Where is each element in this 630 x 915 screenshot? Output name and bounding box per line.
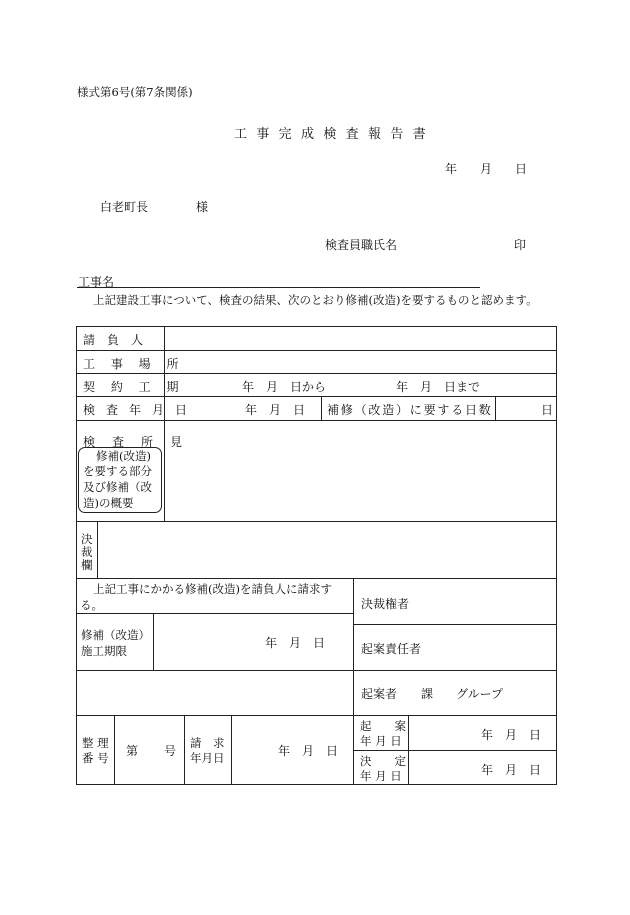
findings-sub-1: 修補(改造)	[96, 449, 151, 463]
inspection-date-label: 検 査 年 月 日	[83, 403, 191, 417]
request-text-1: 上記工事にかかる修補(改造)を請負人に請求す	[93, 582, 332, 596]
contract-period-label: 契 約 工 期	[83, 380, 185, 394]
project-name-underline	[77, 287, 480, 288]
draft-label-1: 起 案	[360, 719, 406, 733]
request-text-2: る。	[80, 598, 103, 612]
number-prefix: 第	[126, 744, 139, 758]
site-field[interactable]	[166, 352, 555, 372]
findings-sub-2: を要する部分	[83, 464, 152, 478]
period-to: 年 月 日まで	[396, 380, 481, 394]
findings-field[interactable]	[166, 422, 555, 520]
decision-field[interactable]	[99, 523, 555, 577]
seal-mark: 印	[514, 238, 527, 252]
draft-label-2: 年 月 日	[360, 734, 402, 748]
form-number: 様式第6号(第7条関係)	[77, 85, 193, 99]
decided-date-value: 年 月 日	[481, 763, 542, 777]
repair-days-unit: 日	[541, 403, 554, 417]
inspection-date-value: 年 月 日	[245, 403, 306, 417]
honorific: 様	[196, 200, 209, 214]
inspector-label: 検査員職氏名	[325, 238, 398, 252]
findings-label: 検 査 所 見	[83, 435, 189, 449]
contractor-label: 請 負 人	[83, 333, 144, 347]
date-year: 年	[445, 162, 458, 176]
authority-label: 決裁権者	[361, 597, 410, 611]
date-month: 月	[480, 162, 493, 176]
page-title: 工 事 完 成 検 査 報 告 書	[234, 127, 429, 142]
filing-label-2: 番 号	[82, 751, 109, 765]
filing-label-1: 整 理	[82, 736, 109, 750]
period-from: 年 月 日から	[242, 380, 327, 394]
decided-label-1: 決 定	[360, 754, 406, 768]
deadline-label-1: 修補（改造）	[81, 628, 150, 642]
project-name-label: 工事名	[78, 275, 115, 289]
responsible-label: 起案責任者	[361, 642, 422, 656]
decided-label-2: 年 月 日	[360, 769, 402, 783]
request-date-label-1: 請 求	[190, 736, 225, 750]
request-date-value: 年 月 日	[278, 744, 339, 758]
request-date-label-2: 年月日	[190, 751, 225, 765]
repair-days-label: 補修（改造）に要する日数	[327, 403, 493, 417]
site-label: 工 事 場 所	[83, 357, 185, 371]
draft-date-value: 年 月 日	[481, 728, 542, 742]
contractor-field[interactable]	[166, 328, 555, 349]
addressee: 白老町長	[100, 200, 149, 214]
decision-label-3: 欄	[81, 558, 93, 572]
deadline-label-2: 施工期限	[81, 644, 127, 658]
findings-sub-3: 及び修補（改	[83, 480, 152, 494]
decision-label-2: 裁	[81, 545, 93, 559]
section-label: 課	[421, 687, 434, 701]
number-suffix: 号	[164, 744, 177, 758]
findings-sub-4: 造)の概要	[83, 496, 134, 510]
decision-label-1: 決	[81, 532, 93, 546]
date-day: 日	[515, 162, 528, 176]
deadline-value: 年 月 日	[265, 636, 326, 650]
intro-text: 上記建設工事について、検査の結果、次のとおり修補(改造)を要するものと認めます。	[93, 293, 538, 307]
group-label: グループ	[456, 687, 504, 701]
drafter-label: 起案者	[361, 687, 398, 701]
